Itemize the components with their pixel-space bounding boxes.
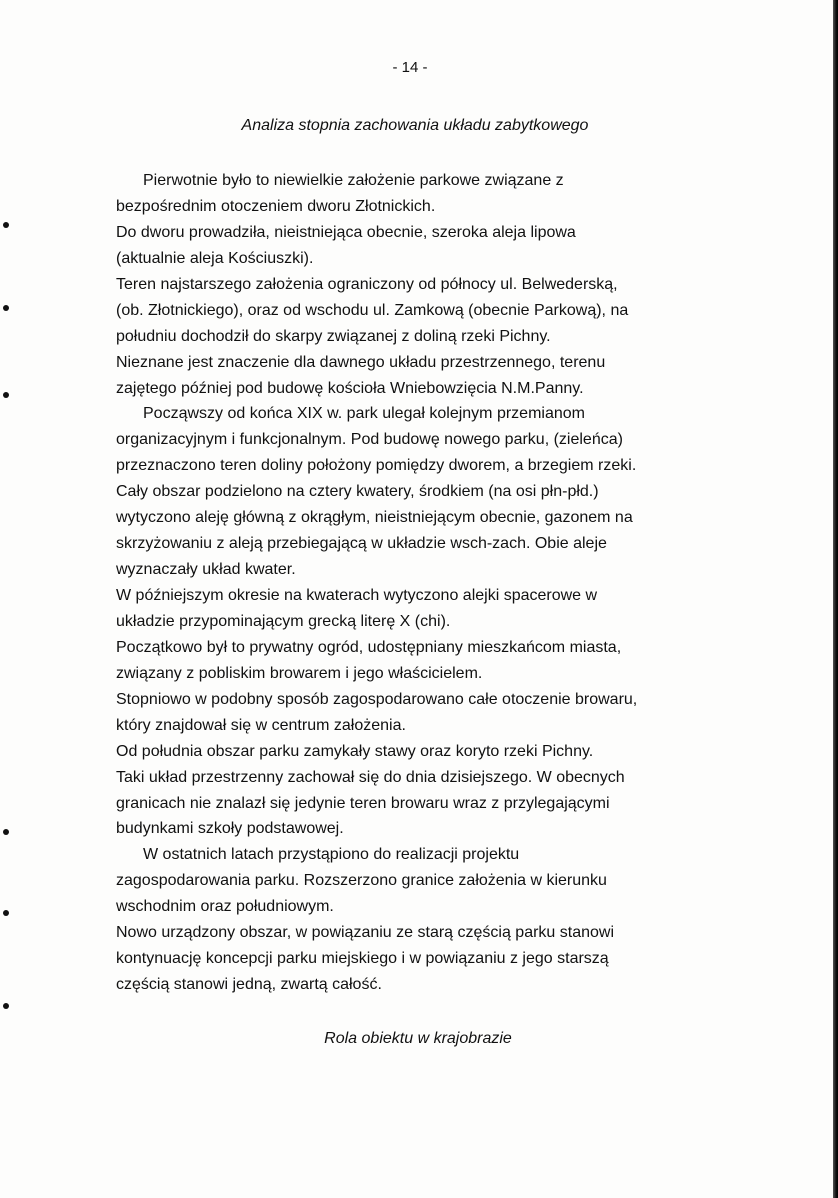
- text-line: (aktualnie aleja Kościuszki).: [116, 249, 314, 267]
- margin-punch-dot: [3, 829, 9, 835]
- text-line: związany z pobliskim browarem i jego właścicielem.: [116, 664, 483, 682]
- text-line: Taki układ przestrzenny zachował się do dnia dzisiejszego. W obecnych: [116, 768, 625, 786]
- scan-edge: [833, 0, 838, 1198]
- text-line: W późniejszym okresie na kwaterach wytyczono alejki spacerowe w: [116, 587, 598, 604]
- text-line: Pierwotnie było to niewielkie założenie parkowe związane z: [143, 172, 564, 189]
- text-line: południu dochodził do skarpy związanej z doliną rzeki Pichny.: [116, 327, 551, 345]
- text-line: bezpośrednim otoczeniem dworu Złotnickich.: [116, 197, 436, 215]
- text-line: granicach nie znalazł się jedynie teren browaru wraz z przylegającymi: [116, 794, 610, 812]
- text-line: zagospodarowania parku. Rozszerzono granice założenia w kierunku: [116, 872, 607, 890]
- text-line: układzie przypominającym grecką literę X (chi).: [116, 612, 451, 630]
- text-line: który znajdował się w centrum założenia.: [116, 716, 406, 734]
- section-heading-analysis: Analiza stopnia zachowania układu zabytkowego: [241, 117, 589, 134]
- text-line: przeznaczono teren doliny położony pomiędzy dworem, a brzegiem rzeki.: [116, 457, 637, 475]
- section-heading-landscape-role: Rola obiektu w krajobrazie: [324, 1030, 512, 1047]
- text-line: budynkami szkoły podstawowej.: [116, 820, 344, 838]
- text-line: wschodnim oraz południowym.: [116, 898, 334, 916]
- text-line: Teren najstarszego założenia ograniczony od północy ul. Belwederską,: [116, 275, 618, 293]
- text-line: Do dworu prowadziła, nieistniejąca obecnie, szeroka aleja lipowa: [116, 223, 576, 241]
- margin-punch-dot: [3, 910, 9, 916]
- text-line: Począwszy od końca XIX w. park ulegał kolejnym przemianom: [143, 405, 585, 423]
- text-line: Od południa obszar parku zamykały stawy oraz koryto rzeki Pichny.: [116, 742, 594, 760]
- text-line: (ob. Złotnickiego), oraz od wschodu ul. Zamkową (obecnie Parkową), na: [116, 301, 629, 319]
- text-line: Stopniowo w podobny sposób zagospodarowano całe otoczenie browaru,: [116, 690, 638, 708]
- margin-punch-dot: [3, 222, 9, 228]
- text-line: kontynuację koncepcji parku miejskiego i w powiązaniu z jego starszą: [116, 950, 609, 968]
- text-line: Początkowo był to prywatny ogród, udostępniany mieszkańcom miasta,: [116, 638, 622, 656]
- margin-punch-dot: [3, 392, 9, 398]
- body-text: [116, 168, 706, 998]
- text-line: wytyczono aleję główną z okrągłym, nieistniejącym obecnie, gazonem na: [116, 509, 633, 527]
- text-line: Nieznane jest znaczenie dla dawnego układu przestrzennego, terenu: [116, 353, 606, 371]
- margin-punch-dot: [3, 1003, 9, 1009]
- text-line: zajętego później pod budowę kościoła Wniebowzięcia N.M.Panny.: [116, 379, 584, 397]
- text-line: skrzyżowaniu z aleją przebiegającą w układzie wsch-zach. Obie aleje: [116, 535, 607, 553]
- text-line: organizacyjnym i funkcjonalnym. Pod budowę nowego parku, (zieleńca): [116, 431, 623, 449]
- text-line: wyznaczały układ kwater.: [116, 561, 296, 579]
- margin-punch-dot: [3, 305, 9, 311]
- text-line: częścią stanowi jedną, zwartą całość.: [116, 976, 382, 994]
- text-line: Cały obszar podzielono na cztery kwatery, środkiem (na osi płn-płd.): [116, 483, 599, 501]
- page-number: - 14 -: [392, 59, 428, 76]
- text-line: Nowo urządzony obszar, w powiązaniu ze starą częścią parku stanowi: [116, 924, 615, 942]
- text-line: W ostatnich latach przystąpiono do realizacji projektu: [143, 846, 520, 864]
